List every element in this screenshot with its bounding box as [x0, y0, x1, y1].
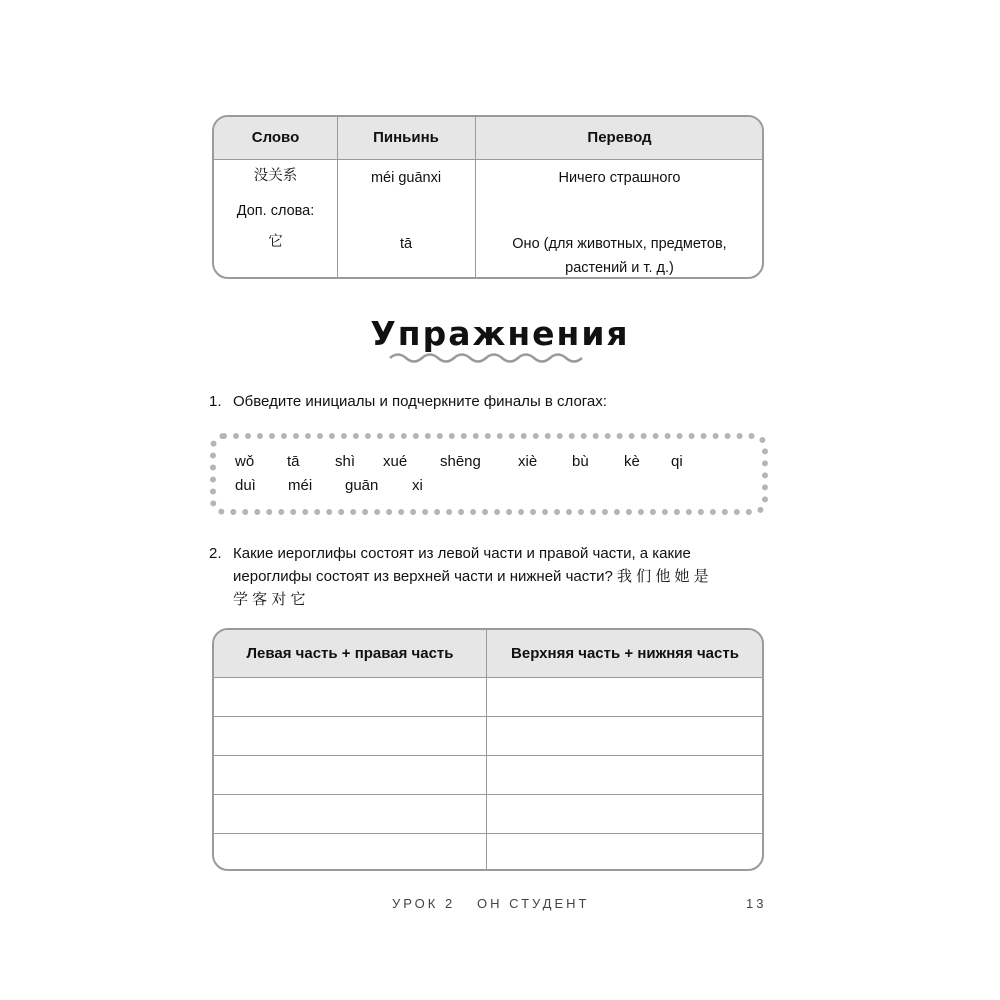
pinyin-cell: tā	[399, 236, 413, 252]
task-text-line: 学 客 对 它	[233, 591, 306, 608]
translation-cell-continued: растений и т. д.)	[565, 260, 674, 276]
header-word: Слово	[251, 129, 300, 146]
extra-words-label: Доп. слова:	[236, 203, 315, 219]
syllables-box	[210, 433, 768, 515]
task-number: 2.	[209, 545, 222, 562]
word-cell: 它	[268, 234, 283, 250]
section-title: Упражнения	[370, 314, 630, 353]
task-2	[209, 542, 769, 614]
translation-cell: Оно (для животных, предметов,	[512, 236, 727, 252]
syllable: xi	[412, 477, 423, 494]
syllable: méi	[288, 477, 313, 494]
wavy-underline-icon	[388, 350, 588, 366]
row-divider	[214, 716, 762, 717]
syllable: shì	[335, 453, 356, 470]
task-text-line: Какие иероглифы состоят из левой части и правой части, а какие	[233, 545, 691, 562]
syllable: bù	[572, 453, 589, 470]
header-translation: Перевод	[587, 129, 652, 146]
pinyin-cell: méi guānxi	[370, 170, 442, 186]
task-number: 1.	[209, 393, 222, 410]
translation-cell: Ничего страшного	[558, 170, 681, 186]
task-text-line: иероглифы состоят из верхней части и нижней части? 我 们 他 她 是	[233, 568, 709, 585]
header-pinyin: Пиньинь	[373, 129, 439, 146]
header-top-bottom: Верхняя часть + нижняя часть	[511, 645, 739, 662]
task-1	[209, 390, 769, 414]
header-left-right: Левая часть + правая часть	[246, 645, 454, 662]
syllable: guān	[345, 477, 379, 494]
row-divider	[214, 833, 762, 834]
syllable: duì	[235, 477, 256, 494]
word-cell: 没关系	[253, 168, 298, 184]
syllable: xué	[383, 453, 408, 470]
answer-table	[212, 628, 764, 871]
syllable: xiè	[518, 453, 538, 470]
footer-lesson: УРОК 2	[392, 896, 456, 911]
row-divider	[214, 794, 762, 795]
row-divider	[214, 755, 762, 756]
task-text: Обведите инициалы и подчеркните финалы в слогах:	[233, 393, 607, 410]
vocabulary-table	[212, 115, 764, 279]
page-number: 13	[746, 896, 767, 911]
syllable: tā	[287, 453, 300, 470]
syllable: qi	[671, 453, 683, 470]
syllable: wǒ	[235, 453, 255, 470]
syllable: shēng	[440, 453, 481, 470]
syllable: kè	[624, 453, 640, 470]
footer-lesson-title: ОН СТУДЕНТ	[477, 896, 590, 911]
